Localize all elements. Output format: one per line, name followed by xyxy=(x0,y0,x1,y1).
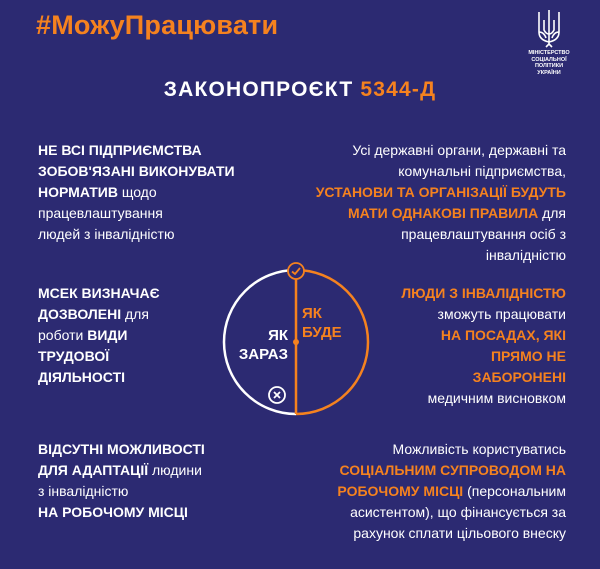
row3-future-line3 xyxy=(337,481,566,502)
row3-future-line2: СОЦІАЛЬНИМ СУПРОВОДОМ НА xyxy=(339,462,566,478)
row3-now-text xyxy=(38,439,205,523)
bill-title xyxy=(0,78,600,102)
row2-now-line3 xyxy=(38,325,160,346)
row2-now-line1: МСЕК ВИЗНАЧАЄ xyxy=(38,285,160,301)
future-label xyxy=(302,304,342,342)
row2-future-line3: НА ПОСАДАХ, ЯКІ xyxy=(440,327,566,343)
now-label xyxy=(228,326,288,364)
row1-future-line1: Усі державні органи, державні та xyxy=(352,142,566,158)
row3-future-line3-normal: (персональним xyxy=(463,483,566,499)
row1-future-line4-accent: МАТИ ОДНАКОВІ ПРАВИЛА xyxy=(347,205,539,221)
now-label-line2: ЗАРАЗ xyxy=(238,346,288,363)
comparison-circle xyxy=(216,262,376,422)
logo-line-2: СОЦІАЛЬНОЇ ПОЛІТИКИ xyxy=(531,56,567,69)
row3-now-line2 xyxy=(38,460,205,481)
row3-now-line4: НА РОБОЧОМУ МІСЦІ xyxy=(38,504,188,520)
row2-now-line2-normal: для xyxy=(121,306,149,322)
row2-future-text xyxy=(401,283,566,409)
row1-future-line4-normal: для xyxy=(538,205,566,221)
row1-future-text xyxy=(316,140,566,266)
row2-now-line3-bold: ВИДИ xyxy=(87,327,128,343)
hashtag-title: #МожуПрацювати xyxy=(36,10,279,40)
row2-now-line2 xyxy=(38,304,160,325)
row3-future-line1: Можливість користуватись xyxy=(392,441,566,457)
logo-line-1: МІНІСТЕРСТВО xyxy=(528,50,570,56)
row1-future-line6: інвалідністю xyxy=(485,247,566,263)
logo-line-3: УКРАЇНИ xyxy=(537,69,561,76)
row1-future-line5: працевлаштування осіб з xyxy=(401,226,566,242)
row2-future-line6: медичним висновком xyxy=(427,390,566,406)
bill-number: 5344-Д xyxy=(360,78,437,101)
row2-now-line4: ТРУДОВОЇ xyxy=(38,348,110,364)
row3-now-line2-normal: людини xyxy=(148,462,202,478)
row1-now-line2: ЗОБОВ'ЯЗАНІ ВИКОНУВАТИ xyxy=(38,163,235,179)
future-label-line2: БУДЕ xyxy=(302,324,342,341)
row1-future-line3: УСТАНОВИ ТА ОРГАНІЗАЦІЇ БУДУТЬ xyxy=(315,184,566,200)
ministry-logo xyxy=(524,8,574,76)
row1-now-text xyxy=(38,140,235,245)
future-label-line1: ЯК xyxy=(302,305,322,322)
row3-now-line3: з інвалідністю xyxy=(38,483,129,499)
row1-now-line3-bold: НОРМАТИВ xyxy=(38,184,118,200)
row1-now-line5: людей з інвалідністю xyxy=(38,226,175,242)
row2-now-text xyxy=(38,283,160,388)
bill-title-prefix: ЗАКОНОПРОЄКТ xyxy=(163,78,354,101)
row3-now-line1: ВІДСУТНІ МОЖЛИВОСТІ xyxy=(38,441,205,457)
row1-future-line2: комунальні підприємства, xyxy=(398,163,566,179)
cross-circle-icon xyxy=(268,386,286,404)
row2-now-line5: ДІЯЛЬНОСТІ xyxy=(38,369,126,385)
row1-future-line4 xyxy=(316,203,566,224)
now-label-line1: ЯК xyxy=(268,327,288,344)
row1-now-line3 xyxy=(38,182,235,203)
row1-now-line3-normal: щодо xyxy=(117,184,157,200)
row2-now-line3-normal: роботи xyxy=(38,327,88,343)
row3-future-line3-accent: РОБОЧОМУ МІСЦІ xyxy=(337,483,464,499)
row2-future-line5: ЗАБОРОНЕНІ xyxy=(472,369,566,385)
row2-now-line2-bold: ДОЗВОЛЕНІ xyxy=(38,306,122,322)
row3-future-text xyxy=(337,439,566,544)
row1-now-line4: працевлаштування xyxy=(38,205,163,221)
row2-future-line2: зможуть працювати xyxy=(437,306,566,322)
ukraine-trident-icon xyxy=(536,8,562,48)
row3-future-line4: асистентом), що фінансується за xyxy=(350,504,566,520)
row3-now-line2-bold: ДЛЯ АДАПТАЦІЇ xyxy=(38,462,149,478)
row1-now-line1: НЕ ВСІ ПІДПРИЄМСТВА xyxy=(38,142,202,158)
row2-future-line4: ПРЯМО НЕ xyxy=(490,348,566,364)
row2-future-line1: ЛЮДИ З ІНВАЛІДНІСТЮ xyxy=(401,285,566,301)
row3-future-line5: рахунок сплати цільового внеску xyxy=(353,525,566,541)
checkmark-circle-icon xyxy=(287,262,305,280)
